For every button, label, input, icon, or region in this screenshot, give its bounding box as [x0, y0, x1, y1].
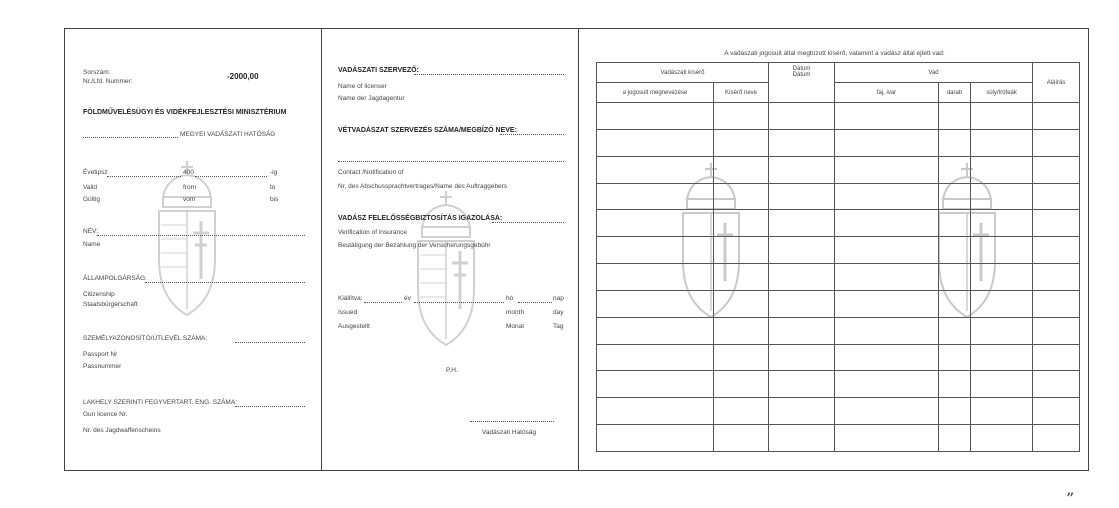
seal-placeholder: P.H. — [446, 367, 458, 374]
validity-label: Évetipsz — [83, 169, 108, 176]
table-cell — [939, 129, 971, 156]
table-cell — [1033, 398, 1080, 425]
passport-de: Passnummer — [83, 363, 122, 370]
passport-en: Passport Nr — [83, 351, 118, 358]
passport-label: SZEMÉLYAZONOSÍTÓ/ÚTLEVÉL SZÁMA: — [83, 335, 208, 342]
citizenship-de: Staatsbürgerschaft — [83, 301, 138, 308]
authority-label: MEGYEI VADÁSZATI HATÓSÁG — [180, 131, 276, 138]
header-game: Vad — [835, 63, 1033, 83]
table-cell — [939, 103, 971, 130]
gultig-to: bis — [270, 196, 279, 203]
hunting-permit-document — [64, 28, 1089, 471]
table-cell — [597, 183, 714, 210]
table-cell — [835, 103, 939, 130]
table-cell — [1033, 264, 1080, 291]
panel-personal-data — [65, 29, 322, 470]
table-cell — [939, 210, 971, 237]
header-count: darab — [939, 83, 971, 103]
valid-from: from — [183, 184, 196, 191]
panel-game-record — [579, 29, 1090, 470]
table-cell — [835, 371, 939, 398]
table-cell — [714, 103, 769, 130]
table-row — [597, 371, 1080, 398]
table-cell — [835, 290, 939, 317]
table-caption: A vadászati jogosult által megbízott kísérő, valamint a vadász által ejtett vad: — [724, 50, 945, 57]
table-cell — [597, 425, 714, 452]
table-cell — [835, 210, 939, 237]
issued-de: Ausgestellt — [338, 323, 370, 330]
table-cell — [971, 210, 1033, 237]
table-cell — [939, 371, 971, 398]
table-row — [597, 317, 1080, 344]
table-cell — [769, 103, 835, 130]
table-cell — [835, 264, 939, 291]
gun-licence-label: LAKHELY SZERINTI FEGYVERTART. ENG. SZÁMA: — [83, 399, 237, 406]
issued-en-day: day — [553, 309, 564, 316]
table-cell — [835, 398, 939, 425]
table-cell — [769, 210, 835, 237]
table-cell — [597, 103, 714, 130]
table-cell — [714, 210, 769, 237]
header-signature: Aláírás — [1033, 63, 1080, 103]
issued-month-unit: hó — [506, 295, 514, 302]
insurance-fill-line — [492, 222, 564, 223]
table-cell — [835, 425, 939, 452]
table-cell — [1033, 156, 1080, 183]
valid-to: to — [270, 184, 276, 191]
table-cell — [597, 210, 714, 237]
contract-fill-line — [500, 134, 564, 135]
valid-label: Valid — [83, 184, 97, 191]
table-cell — [597, 156, 714, 183]
issued-day-line — [518, 302, 552, 303]
table-cell — [714, 183, 769, 210]
passport-fill-line — [235, 342, 305, 343]
table-cell — [1033, 210, 1080, 237]
table-cell — [1033, 129, 1080, 156]
insurance-de: Bestätigung der Bezahlung der Versicherungsgebühr — [338, 242, 491, 249]
table-cell — [971, 425, 1033, 452]
name-label-en: Name — [83, 241, 101, 248]
coat-of-arms-watermark — [155, 159, 219, 319]
table-cell — [769, 264, 835, 291]
issued-de-day: Tag — [553, 323, 564, 330]
table-cell — [835, 183, 939, 210]
gun-licence-fill-line — [235, 406, 305, 407]
table-cell — [714, 398, 769, 425]
table-cell — [769, 398, 835, 425]
table-cell — [714, 156, 769, 183]
gun-licence-de: Nr. des Jagdwaffenscheins — [83, 427, 161, 434]
table-cell — [597, 237, 714, 264]
authority-fill-line — [83, 137, 178, 138]
table-cell — [1033, 237, 1080, 264]
serial-value: -2000,00 — [227, 72, 259, 81]
table-cell — [971, 237, 1033, 264]
organizer-en: Name of licenser — [338, 83, 387, 90]
table-cell — [769, 425, 835, 452]
table-cell — [769, 237, 835, 264]
table-cell — [769, 290, 835, 317]
table-row — [597, 425, 1080, 452]
serial-label: Sorszám: — [83, 69, 111, 76]
table-cell — [971, 371, 1033, 398]
organizer-fill-line — [414, 74, 564, 75]
table-cell — [835, 129, 939, 156]
coat-of-arms-watermark — [414, 189, 478, 349]
table-cell — [971, 183, 1033, 210]
table-cell — [971, 344, 1033, 371]
table-cell — [597, 264, 714, 291]
header-weight: súly/trófeák — [971, 83, 1033, 103]
table-row — [597, 210, 1080, 237]
table-cell — [769, 344, 835, 371]
table-cell — [835, 344, 939, 371]
gultig-from: vom — [183, 196, 196, 203]
table-cell — [971, 290, 1033, 317]
table-cell — [1033, 371, 1080, 398]
name-label: NÉV: — [83, 228, 98, 235]
gultig-label: Gültig — [83, 196, 100, 203]
table-cell — [714, 129, 769, 156]
issued-year-line — [364, 302, 402, 303]
table-row — [597, 156, 1080, 183]
table-cell — [835, 237, 939, 264]
organizer-label: VADÁSZATI SZERVEZŐ: — [338, 67, 419, 74]
game-record-table-wrap — [596, 62, 1079, 452]
contact-de: Nr. des Abschussprachtvertrages/Name des Auftraggebers — [338, 183, 508, 190]
game-record-table — [596, 62, 1080, 452]
insurance-label: VADÁSZ FELELŐSSÉGBIZTOSÍTÁS IGAZOLÁSA: — [338, 215, 503, 222]
table-cell — [1033, 290, 1080, 317]
table-cell — [769, 317, 835, 344]
table-cell — [1033, 425, 1080, 452]
table-cell — [971, 398, 1033, 425]
issued-en-month: month — [506, 309, 525, 316]
table-cell — [1033, 344, 1080, 371]
signature-line — [470, 421, 554, 422]
table-cell — [769, 183, 835, 210]
table-cell — [971, 264, 1033, 291]
table-row — [597, 264, 1080, 291]
table-cell — [714, 344, 769, 371]
table-cell — [769, 129, 835, 156]
table-cell — [597, 317, 714, 344]
contract-label: VÉTVADÁSZAT SZERVEZÉS SZÁMA/MEGBÍZÓ NEVE: — [338, 127, 517, 134]
header-escort: Vadászati kísérő — [597, 63, 769, 83]
table-cell — [939, 156, 971, 183]
header-escort-name: Kísérő neve — [714, 83, 769, 103]
table-cell — [714, 237, 769, 264]
table-row — [597, 129, 1080, 156]
issued-label: Kiállítva: — [338, 295, 363, 302]
table-cell — [835, 317, 939, 344]
contact-en: Contact /Notification of — [338, 169, 404, 176]
issued-de-month: Monat — [506, 323, 525, 330]
insurance-en: Verification of insurance — [338, 229, 408, 236]
table-row — [597, 344, 1080, 371]
table-cell — [597, 129, 714, 156]
issued-year-unit: év — [404, 295, 411, 302]
table-cell — [714, 290, 769, 317]
table-cell — [939, 425, 971, 452]
table-cell — [1033, 183, 1080, 210]
contract-fill-line-2 — [338, 161, 564, 162]
table-cell — [971, 103, 1033, 130]
table-cell — [769, 371, 835, 398]
header-escort-entitled: a jogosult megnevezése — [597, 83, 714, 103]
issued-en: Issued — [338, 309, 358, 316]
table-cell — [939, 290, 971, 317]
table-cell — [939, 264, 971, 291]
validity-mid: 400 — [183, 169, 194, 176]
table-cell — [714, 264, 769, 291]
issued-day-unit: nap — [553, 295, 564, 302]
table-cell — [939, 398, 971, 425]
table-cell — [597, 371, 714, 398]
signature-label: Vadászati Hatóság — [482, 429, 537, 436]
table-cell — [714, 371, 769, 398]
header-species: faj, ivar — [835, 83, 939, 103]
table-cell — [597, 344, 714, 371]
organizer-de: Name der Jagdagentur — [338, 95, 405, 102]
table-cell — [939, 237, 971, 264]
table-cell — [835, 156, 939, 183]
table-row — [597, 237, 1080, 264]
panel-organizer — [322, 29, 579, 470]
ministry-heading: FÖLDMŰVELÉSÜGYI ÉS VIDÉKFEJLESZTÉSI MINISZTÉRIUM — [83, 109, 287, 116]
gun-licence-en: Gun licence Nr. — [83, 411, 128, 418]
table-cell — [597, 398, 714, 425]
serial-label-en: Nr./Lfd. Nummer: — [83, 78, 133, 85]
table-cell — [1033, 317, 1080, 344]
table-cell — [714, 425, 769, 452]
header-date: Dátum Dátum — [769, 63, 835, 103]
table-cell — [939, 183, 971, 210]
table-row — [597, 103, 1080, 130]
table-cell — [714, 317, 769, 344]
table-row — [597, 183, 1080, 210]
table-cell — [939, 317, 971, 344]
table-cell — [971, 317, 1033, 344]
validity-end: -ig — [270, 169, 278, 176]
citizenship-label: ÁLLAMPOLGÁRSÁG: — [83, 275, 147, 282]
table-cell — [1033, 103, 1080, 130]
table-cell — [971, 156, 1033, 183]
table-cell — [971, 129, 1033, 156]
table-row — [597, 290, 1080, 317]
table-cell — [939, 344, 971, 371]
table-cell — [769, 156, 835, 183]
citizenship-en: Citizenship — [83, 291, 115, 298]
table-row — [597, 398, 1080, 425]
table-cell — [597, 290, 714, 317]
footnote-quote: ” — [1066, 489, 1075, 508]
